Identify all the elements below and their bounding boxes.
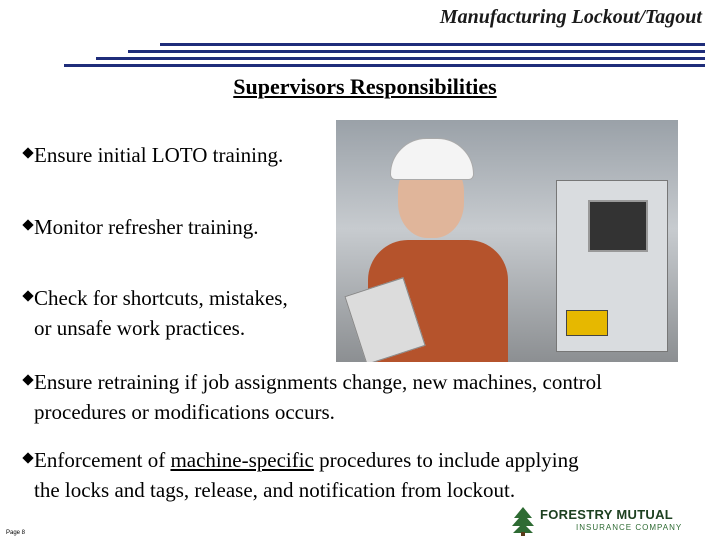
bullet-diamond-icon bbox=[22, 147, 33, 158]
bullet-text-line2: the locks and tags, release, and notification from lockout. bbox=[34, 478, 516, 502]
bullet-text: Check for shortcuts, mistakes, bbox=[34, 286, 288, 310]
header-rule-4 bbox=[64, 64, 705, 67]
bullet-diamond-icon bbox=[22, 374, 33, 385]
logo-company-name: FORESTRY MUTUAL bbox=[540, 507, 674, 522]
slide-title: Supervisors Responsibilities bbox=[233, 74, 497, 99]
bullet-text: Ensure retraining if job assignments change, new machines, control bbox=[34, 370, 603, 394]
hardhat-illustration bbox=[390, 138, 474, 180]
tree-icon bbox=[510, 506, 536, 536]
bullet-text: Ensure initial LOTO training. bbox=[34, 143, 284, 167]
bullet-diamond-icon bbox=[22, 219, 33, 230]
logo-company-subtitle: INSURANCE COMPANY bbox=[576, 523, 683, 532]
company-logo bbox=[510, 506, 710, 536]
header-rule-2 bbox=[128, 50, 705, 53]
header-rule-1 bbox=[160, 43, 705, 46]
bullet-diamond-icon bbox=[22, 290, 33, 301]
page-number: Page 8 bbox=[6, 530, 26, 536]
underlined-term: machine-specific bbox=[170, 448, 314, 472]
bullet-text bbox=[34, 445, 579, 475]
bullet-text-line2: procedures or modifications occurs. bbox=[34, 400, 335, 424]
worker-photo bbox=[336, 120, 678, 362]
header-rule-3 bbox=[96, 57, 705, 60]
bullet-diamond-icon bbox=[22, 452, 33, 463]
warning-sign-illustration bbox=[566, 310, 608, 336]
header-title: Manufacturing Lockout/Tagout bbox=[439, 6, 702, 28]
control-panel-illustration bbox=[588, 200, 648, 252]
bullet-text-line2: or unsafe work practices. bbox=[34, 316, 246, 340]
bullet-text: Monitor refresher training. bbox=[34, 215, 259, 239]
bullet-text-pre: Enforcement of bbox=[34, 448, 171, 472]
bullet-text-post: procedures to include applying bbox=[313, 448, 579, 472]
